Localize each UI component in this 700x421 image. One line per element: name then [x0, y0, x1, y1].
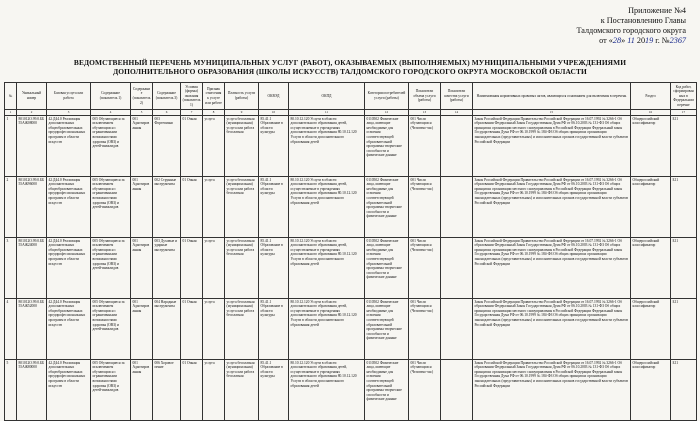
column-header: Код работ, сформированных в Федеральном перечне: [671, 83, 697, 110]
column-number: 12: [365, 110, 409, 116]
cell-okpd: 80.10.12.120 Услуги в области дополнительного образования детей, осуществляемые в учреждениях дополнительного образования 80.10.12.120 Услуги в области дополнительного образования детей: [289, 298, 365, 359]
cell-sign: услуга: [203, 298, 225, 359]
column-header: Наименования нормативных правовых актов, являющихся основанием для включения в перечень: [473, 83, 631, 110]
cell-base: 42.Д44.0 Реализация дополнительных общеобразовательных предпрофессиональных программ в области искусств: [47, 298, 91, 359]
cell-law: Закон Российской Федерации Правительство Российской Федерации от 16.07.1992 № 3266-1 Об образовании Федеральный Закон Государственная Дума РФ от 06.10.2003 № 131-ФЗ Об общих принципах организации местного самоуправления в Российской Федерации Федеральный закон Государственная Дума РФ от 06.10.1999 № 184-ФЗ Об общих принципах организации законодательных (представительных) и исполнительных органов государственной власти субъектов Российской Федерации: [473, 237, 631, 298]
cell-uid: 801012О.99.0.ББ55АЖ52000: [17, 298, 47, 359]
cell-section: Общероссийский классификатор: [631, 298, 671, 359]
cell-okved: 85.41.1 Образование в области культуры: [259, 176, 289, 237]
column-header: ОКВЭД: [259, 83, 289, 110]
column-header: №: [5, 83, 17, 110]
appendix-month: 11: [627, 36, 635, 45]
column-header: ОКПД: [289, 83, 365, 110]
cell-c3: 002 Струнные инструменты: [153, 176, 181, 237]
appendix-doc-number: 2367: [669, 36, 686, 45]
table-row: [5, 237, 697, 298]
column-header: Условия (формы) оказания (показатель 1): [181, 83, 203, 110]
appendix-number: Приложение №4: [628, 6, 686, 15]
cell-vol: 001 Число обучающихся (Человеко-час): [409, 115, 441, 176]
cell-section: Общероссийский классификатор: [631, 115, 671, 176]
column-header: Базовая услуга или работа: [47, 83, 91, 110]
cell-pay: услуга бесплатная (муниципальная) услуга или работа бесплатная: [225, 359, 259, 420]
cell-okved: 85.41.1 Образование в области культуры: [259, 359, 289, 420]
cell-code: Б11: [671, 237, 697, 298]
table-row: [5, 115, 697, 176]
title-line-2: ДОПОЛНИТЕЛЬНОГО ОБРАЗОВАНИЯ (ШКОЛЫ ИСКУССТВ) ТАЛДОМСКОГО ГОРОДСКОГО ОКРУГА МОСКОВСКОЙ ОБЛАСТИ: [113, 67, 587, 76]
appendix-date: от «28» 11 2019 г. №2367: [599, 36, 686, 45]
cell-base: 42.Д44.0 Реализация дополнительных общеобразовательных предпрофессиональных программ в области искусств: [47, 237, 91, 298]
column-number: 15: [473, 110, 631, 116]
column-header: Содержание (показатель 3): [153, 83, 181, 110]
cell-okpd: 80.10.12.120 Услуги в области дополнительного образования детей, осуществляемые в учреждениях дополнительного образования 80.10.12.120 Услуги в области дополнительного образования детей: [289, 176, 365, 237]
cell-cat: 0110502 Физические лица, имеющие необходимые для освоения соответствующей образовательной программы творческие способности и физические данные: [365, 359, 409, 420]
cell-sign: услуга: [203, 237, 225, 298]
appendix-district: Талдомского городского округа: [576, 26, 686, 35]
appendix-year: 19: [645, 36, 654, 45]
cell-qual: [441, 176, 473, 237]
title-line-1: ВЕДОМСТВЕННЫЙ ПЕРЕЧЕНЬ МУНИЦИПАЛЬНЫХ УСЛУГ (РАБОТ), ОКАЗЫВАЕМЫХ (ВЫПОЛНЯЕМЫХ) МУНИЦИПАЛЬНЫМИ УЧРЕЖДЕНИЯМИ: [73, 58, 627, 67]
cell-base: 42.Д44.0 Реализация дополнительных общеобразовательных предпрофессиональных программ в области искусств: [47, 359, 91, 420]
column-header: Признак отнесения к услуге или работе: [203, 83, 225, 110]
appendix-ref: к Постановлению Главы: [600, 16, 686, 25]
column-number: 8: [203, 110, 225, 116]
cell-num: 2: [5, 176, 17, 237]
cell-cat: 0110502 Физические лица, имеющие необходимые для освоения соответствующей образовательной программы творческие способности и физические данные: [365, 115, 409, 176]
cell-okpd: 80.10.12.120 Услуги в области дополнительного образования детей, осуществляемые в учреждениях дополнительного образования 80.10.12.120 Услуги в области дополнительного образования детей: [289, 115, 365, 176]
column-header: Содержание (показатель 2): [131, 83, 153, 110]
cell-f1: 01 Очная: [181, 115, 203, 176]
cell-okpd: 80.10.12.120 Услуги в области дополнительного образования детей, осуществляемые в учреждениях дополнительного образования 80.10.12.120 Услуги в области дополнительного образования детей: [289, 359, 365, 420]
column-number: 11: [289, 110, 365, 116]
cell-c1: 005 Обучающиеся за исключением обучающихся с ограниченными возможностями здоровья (ОВЗ) и детей-инвалидов: [91, 298, 131, 359]
column-number: 14: [441, 110, 473, 116]
column-number: 10: [259, 110, 289, 116]
cell-law: Закон Российской Федерации Правительство Российской Федерации от 16.07.1992 № 3266-1 Об образовании Федеральный Закон Государственная Дума РФ от 06.10.2003 № 131-ФЗ Об общих принципах организации местного самоуправления в Российской Федерации Федеральный закон Государственная Дума РФ от 06.10.1999 № 184-ФЗ Об общих принципах организации законодательных (представительных) и исполнительных органов государственной власти субъектов Российской Федерации: [473, 115, 631, 176]
document-title: [60, 58, 640, 76]
cell-pay: услуга бесплатная (муниципальная) услуга или работа бесплатная: [225, 237, 259, 298]
cell-pay: услуга бесплатная (муниципальная) услуга или работа бесплатная: [225, 115, 259, 176]
cell-base: 42.Д44.0 Реализация дополнительных общеобразовательных предпрофессиональных программ в области искусств: [47, 176, 91, 237]
cell-qual: [441, 237, 473, 298]
column-number: 1: [5, 110, 17, 116]
table-header-row: [5, 83, 697, 110]
column-number: 2: [17, 110, 47, 116]
cell-f1: 01 Очная: [181, 176, 203, 237]
column-header: Категории потребителей услуги (работы): [365, 83, 409, 110]
column-header: Показатели объема услуги (работы): [409, 83, 441, 110]
cell-f1: 01 Очная: [181, 237, 203, 298]
table-row: [5, 176, 697, 237]
cell-vol: 001 Число обучающихся (Человеко-час): [409, 298, 441, 359]
column-number: 9: [225, 110, 259, 116]
cell-okved: 85.41.1 Образование в области культуры: [259, 237, 289, 298]
cell-okved: 85.41.1 Образование в области культуры: [259, 115, 289, 176]
cell-qual: [441, 115, 473, 176]
column-number: 17: [671, 110, 697, 116]
cell-c1: 005 Обучающиеся за исключением обучающихся с ограниченными возможностями здоровья (ОВЗ) и детей-инвалидов: [91, 176, 131, 237]
cell-vol: 001 Число обучающихся (Человеко-час): [409, 359, 441, 420]
column-number: 16: [631, 110, 671, 116]
cell-uid: 801012О.99.0.ББ55АЖ24000: [17, 237, 47, 298]
cell-c1: 005 Обучающиеся за исключением обучающихся с ограниченными возможностями здоровья (ОВЗ) и детей-инвалидов: [91, 115, 131, 176]
cell-c3: 003 Фортепиано: [153, 115, 181, 176]
cell-vol: 001 Число обучающихся (Человеко-час): [409, 237, 441, 298]
cell-cat: 0110502 Физические лица, имеющие необходимые для освоения соответствующей образовательной программы творческие способности и физические данные: [365, 298, 409, 359]
column-number: 13: [409, 110, 441, 116]
cell-pay: услуга бесплатная (муниципальная) услуга или работа бесплатная: [225, 298, 259, 359]
cell-cat: 0110502 Физические лица, имеющие необходимые для освоения соответствующей образовательной программы творческие способности и физические данные: [365, 176, 409, 237]
cell-f1: 01 Очная: [181, 359, 203, 420]
cell-code: Б11: [671, 298, 697, 359]
cell-vol: 001 Число обучающихся (Человеко-час): [409, 176, 441, 237]
cell-section: Общероссийский классификатор: [631, 176, 671, 237]
cell-c3: 003 Духовые и ударные инструменты: [153, 237, 181, 298]
cell-pay: услуга бесплатная (муниципальная) услуга или работа бесплатная: [225, 176, 259, 237]
cell-num: 4: [5, 298, 17, 359]
cell-c2: 001 Адаптированная: [131, 176, 153, 237]
cell-section: Общероссийский классификатор: [631, 359, 671, 420]
table-row: [5, 298, 697, 359]
cell-c2: 001 Адаптированная: [131, 298, 153, 359]
cell-sign: услуга: [203, 115, 225, 176]
column-number: 3: [47, 110, 91, 116]
services-register-table: [4, 82, 697, 421]
cell-num: 5: [5, 359, 17, 420]
cell-c2: 001 Адаптированная: [131, 237, 153, 298]
cell-cat: 0110502 Физические лица, имеющие необходимые для освоения соответствующей образовательной программы творческие способности и физические данные: [365, 237, 409, 298]
cell-law: Закон Российской Федерации Правительство Российской Федерации от 16.07.1992 № 3266-1 Об образовании Федеральный Закон Государственная Дума РФ от 06.10.2003 № 131-ФЗ Об общих принципах организации местного самоуправления в Российской Федерации Федеральный закон Государственная Дума РФ от 06.10.1999 № 184-ФЗ Об общих принципах организации законодательных (представительных) и исполнительных органов государственной власти субъектов Российской Федерации: [473, 298, 631, 359]
cell-uid: 801012О.99.0.ББ55АЖ80000: [17, 359, 47, 420]
cell-base: 42.Д44.0 Реализация дополнительных общеобразовательных предпрофессиональных программ в области искусств: [47, 115, 91, 176]
cell-c2: 001 Адаптированная: [131, 359, 153, 420]
cell-code: Б11: [671, 176, 697, 237]
cell-c1: 005 Обучающиеся за исключением обучающихся с ограниченными возможностями здоровья (ОВЗ) и детей-инвалидов: [91, 237, 131, 298]
cell-c3: 006 Хоровое пение: [153, 359, 181, 420]
cell-code: Б11: [671, 359, 697, 420]
column-number: 6: [153, 110, 181, 116]
cell-qual: [441, 359, 473, 420]
cell-sign: услуга: [203, 176, 225, 237]
cell-okved: 85.41.1 Образование в области культуры: [259, 298, 289, 359]
cell-c1: 005 Обучающиеся за исключением обучающихся с ограниченными возможностями здоровья (ОВЗ) и детей-инвалидов: [91, 359, 131, 420]
cell-num: 3: [5, 237, 17, 298]
cell-uid: 801012О.99.0.ББ55АЖ96000: [17, 176, 47, 237]
column-header: Раздел: [631, 83, 671, 110]
cell-law: Закон Российской Федерации Правительство Российской Федерации от 16.07.1992 № 3266-1 Об образовании Федеральный Закон Государственная Дума РФ от 06.10.2003 № 131-ФЗ Об общих принципах организации местного самоуправления в Российской Федерации Федеральный закон Государственная Дума РФ от 06.10.1999 № 184-ФЗ Об общих принципах организации законодательных (представительных) и исполнительных органов государственной власти субъектов Российской Федерации: [473, 359, 631, 420]
column-header: Содержание (показатель 1): [91, 83, 131, 110]
column-header: Показатели качества услуги (работы): [441, 83, 473, 110]
cell-okpd: 80.10.12.120 Услуги в области дополнительного образования детей, осуществляемые в учреждениях дополнительного образования 80.10.12.120 Услуги в области дополнительного образования детей: [289, 237, 365, 298]
cell-num: 1: [5, 115, 17, 176]
cell-c2: 001 Адаптированная: [131, 115, 153, 176]
column-number: 7: [181, 110, 203, 116]
appendix-day: 28: [612, 36, 622, 45]
cell-section: Общероссийский классификатор: [631, 237, 671, 298]
cell-f1: 01 Очная: [181, 298, 203, 359]
cell-law: Закон Российской Федерации Правительство Российской Федерации от 16.07.1992 № 3266-1 Об образовании Федеральный Закон Государственная Дума РФ от 06.10.2003 № 131-ФЗ Об общих принципах организации местного самоуправления в Российской Федерации Федеральный закон Государственная Дума РФ от 06.10.1999 № 184-ФЗ Об общих принципах организации законодательных (представительных) и исполнительных органов государственной власти субъектов Российской Федерации: [473, 176, 631, 237]
cell-uid: 801012О.99.0.ББ55АЖ08000: [17, 115, 47, 176]
cell-sign: услуга: [203, 359, 225, 420]
table-row: [5, 359, 697, 420]
cell-qual: [441, 298, 473, 359]
column-number: 5: [131, 110, 153, 116]
appendix-block: [516, 6, 686, 46]
cell-c3: 004 Народные инструменты: [153, 298, 181, 359]
column-header: Платность услуги (работы): [225, 83, 259, 110]
column-header: Уникальный номер: [17, 83, 47, 110]
cell-code: Б11: [671, 115, 697, 176]
column-number: 4: [91, 110, 131, 116]
